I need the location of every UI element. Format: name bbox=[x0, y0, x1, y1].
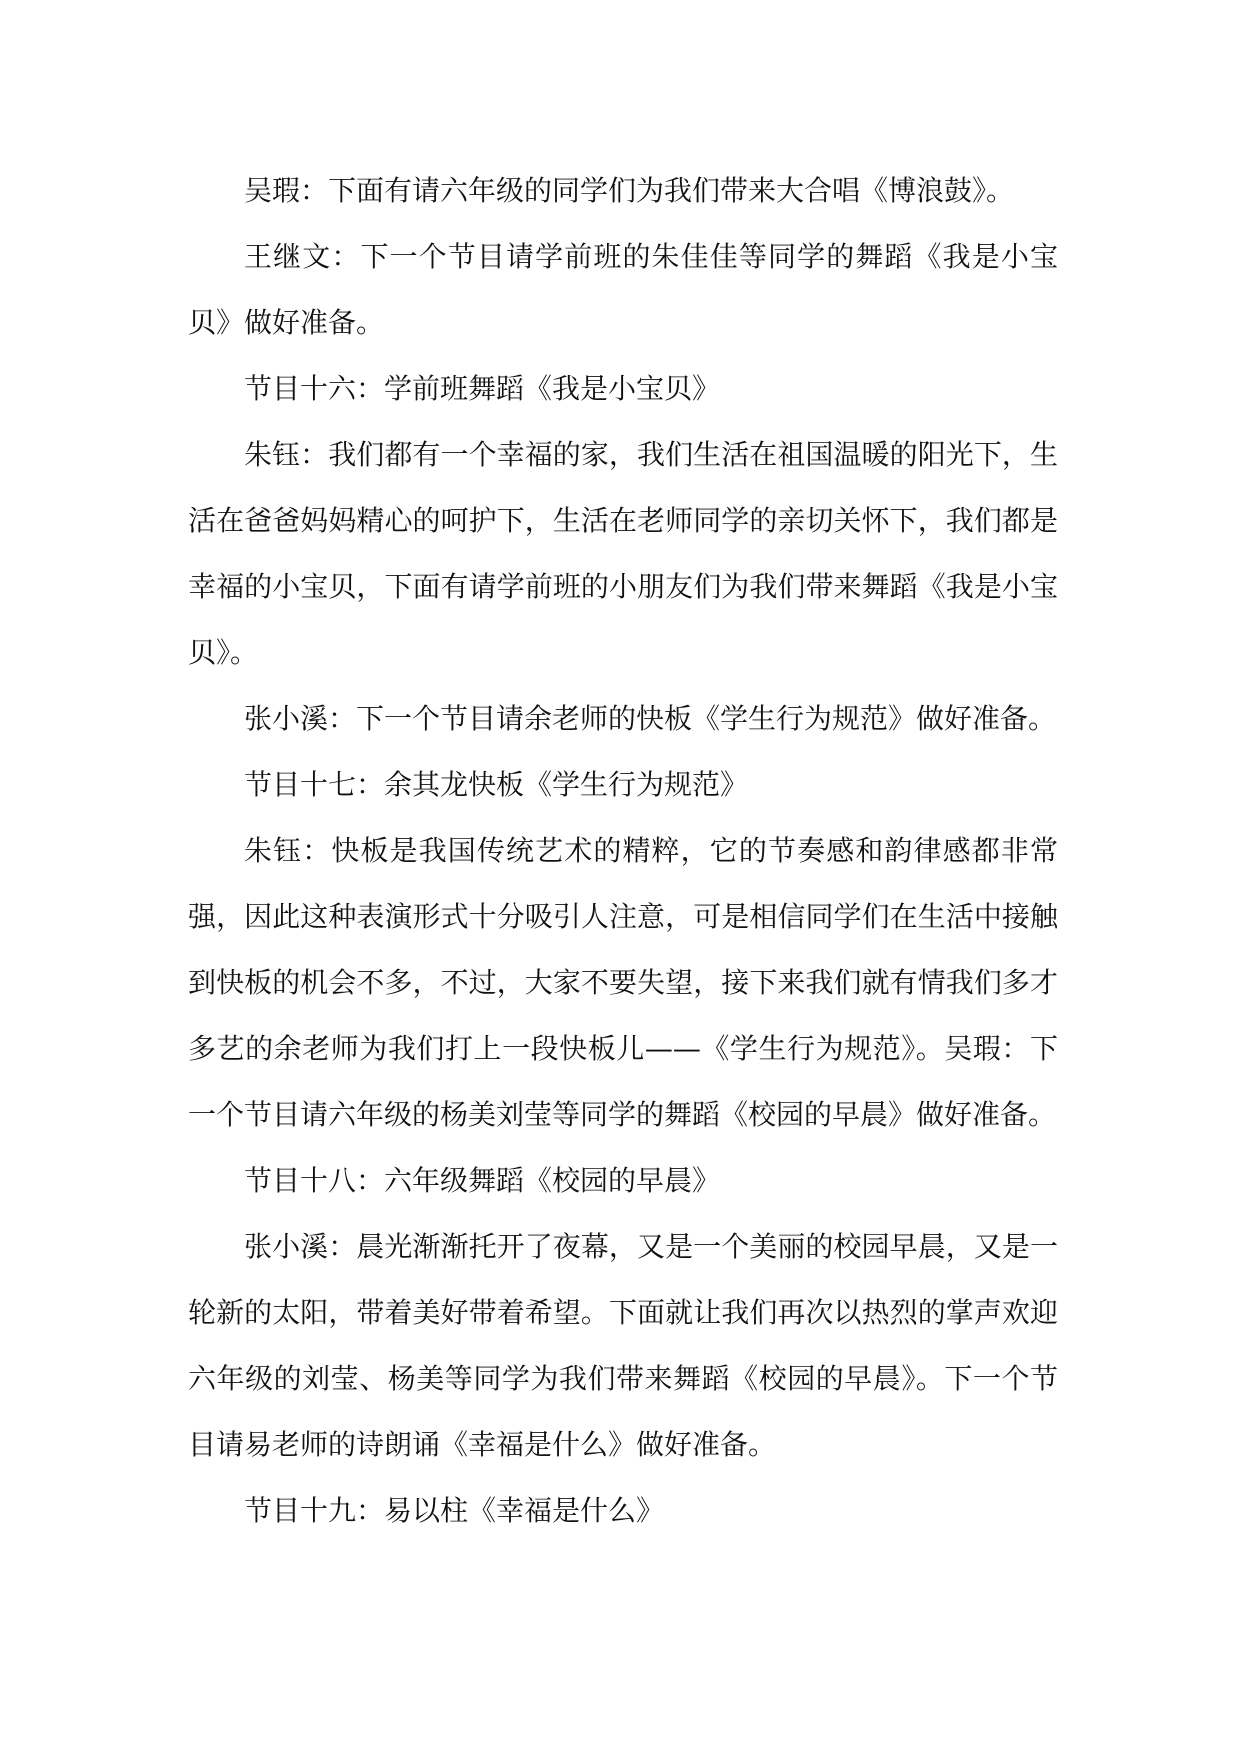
paragraph-1: 吴瑕：下面有请六年级的同学们为我们带来大合唱《博浪鼓》。 bbox=[244, 174, 1015, 207]
paragraph-8: 节目十八：六年级舞蹈《校园的早晨》 bbox=[244, 1164, 721, 1197]
paragraph-5: 张小溪：下一个节目请余老师的快板《学生行为规范》做好准备。 bbox=[244, 702, 1057, 735]
paragraph-9: 张小溪：晨光渐渐托开了夜幕，又是一个美丽的校园早晨，又是一轮新的太阳，带着美好带着希望。下面就让我们再次以热烈的掌声欢迎六年级的刘莹、杨美等同学为我们带来舞蹈《校园的早晨》。下一个节目请易老师的诗朗诵《幸福是什么》做好准备。 bbox=[188, 1230, 1058, 1461]
paragraph-7: 朱钰：快板是我国传统艺术的精粹，它的节奏感和韵律感都非常强，因此这种表演形式十分吸引人注意，可是相信同学们在生活中接触到快板的机会不多，不过，大家不要失望，接下来我们就有情我们多才多艺的余老师为我们打上一段快板儿——《学生行为规范》。吴瑕：下一个节目请六年级的杨美刘莹等同学的舞蹈《校园的早晨》做好准备。 bbox=[188, 834, 1058, 1131]
paragraph-6: 节目十七：余其龙快板《学生行为规范》 bbox=[244, 768, 749, 801]
paragraph-10: 节目十九：易以柱《幸福是什么》 bbox=[244, 1494, 665, 1527]
paragraph-2: 王继文：下一个节目请学前班的朱佳佳等同学的舞蹈《我是小宝贝》做好准备。 bbox=[188, 240, 1058, 339]
paragraph-3: 节目十六：学前班舞蹈《我是小宝贝》 bbox=[244, 372, 721, 405]
document-body bbox=[188, 158, 1058, 1544]
paragraph-4: 朱钰：我们都有一个幸福的家，我们生活在祖国温暖的阳光下，生活在爸爸妈妈精心的呵护下，生活在老师同学的亲切关怀下，我们都是幸福的小宝贝，下面有请学前班的小朋友们为我们带来舞蹈《我是小宝贝》。 bbox=[188, 438, 1058, 669]
